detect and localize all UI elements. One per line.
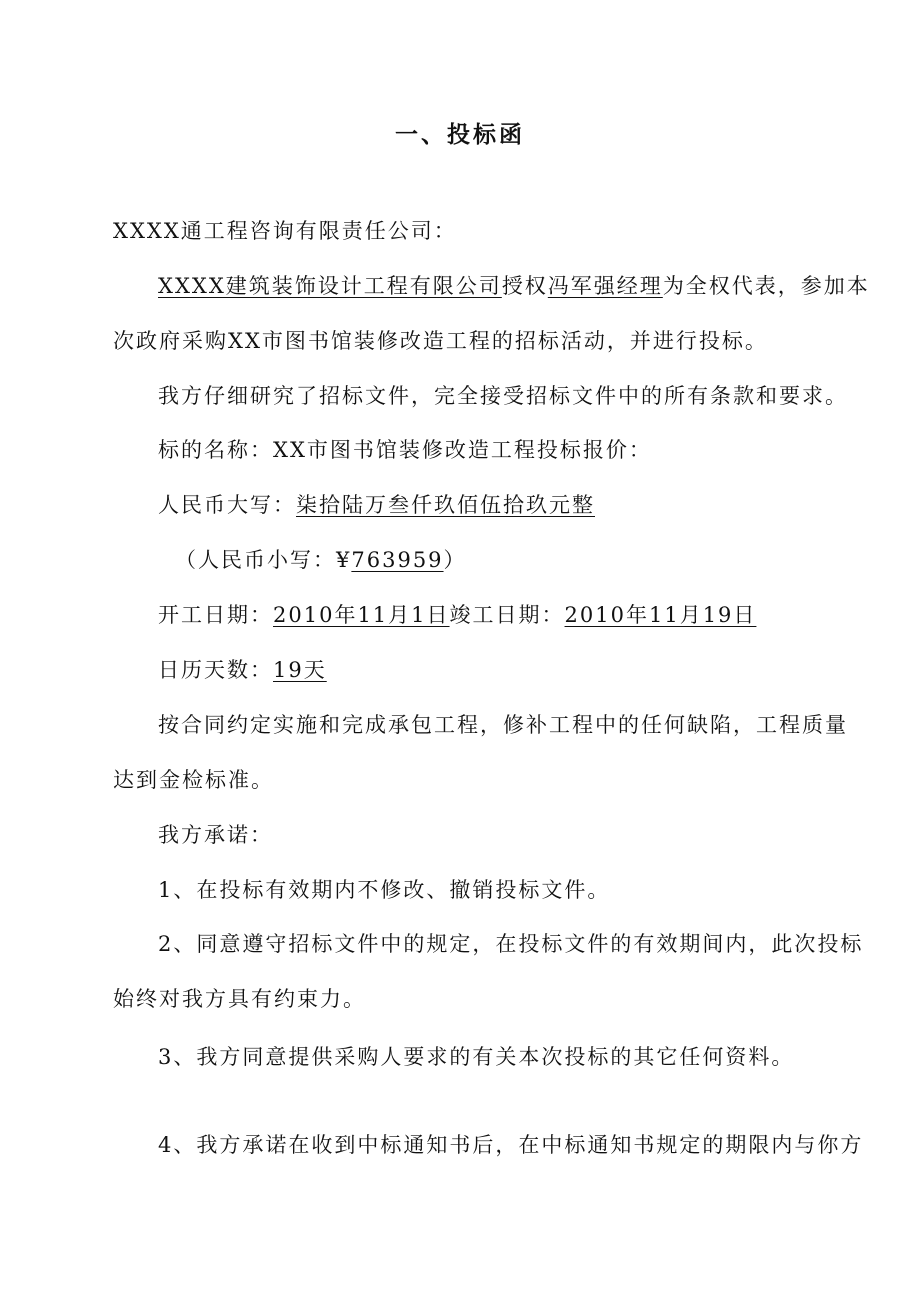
acceptance-paragraph: 我方仔细研究了招标文件，完全接受招标文件中的所有条款和要求。	[158, 384, 848, 408]
promise-2-line2: 始终对我方具有约束力。	[113, 987, 366, 1011]
promise-4-line1: 4、我方承诺在收到中标通知书后，在中标通知书规定的期限内与你方	[158, 1133, 864, 1157]
calendar-days-label: 日历天数：	[158, 658, 273, 682]
rmb-lowercase-prefix: （人民币小写：	[175, 548, 336, 572]
rmb-lowercase-suffix: ）	[443, 548, 467, 572]
contract-paragraph-line1: 按合同约定实施和完成承包工程，修补工程中的任何缺陷，工程质量	[158, 713, 848, 737]
rmb-lowercase-row	[175, 546, 467, 574]
start-date-label: 开工日期：	[158, 603, 273, 627]
dates-row	[158, 601, 756, 629]
promise-3: 3、我方同意提供采购人要求的有关本次投标的其它任何资料。	[158, 1045, 795, 1069]
rmb-uppercase-label: 人民币大写：	[158, 493, 296, 517]
rmb-uppercase-value: 柒拾陆万叁仟玖佰伍拾玖元整	[296, 493, 595, 517]
bid-name: 标的名称：XX市图书馆装修改造工程投标报价：	[158, 438, 652, 462]
end-date-label: 竣工日期：	[449, 603, 565, 627]
promise-1: 1、在投标有效期内不修改、撤销投标文件。	[158, 878, 611, 902]
representative-name: 冯军强经理	[547, 274, 663, 298]
rmb-lowercase-value: 763959	[351, 548, 444, 572]
page-title: 一、投标函	[395, 121, 525, 148]
authorization-paragraph-line1	[158, 272, 870, 300]
authorization-paragraph-line2: 次政府采购XX市图书馆装修改造工程的招标活动，并进行投标。	[113, 329, 768, 353]
authorize-text: 授权	[501, 274, 548, 298]
authorization-rest: 为全权代表，参加本	[662, 274, 870, 298]
end-date-value: 2010年11月19日	[564, 603, 757, 627]
addressee: XXXX通工程咨询有限责任公司：	[113, 219, 457, 243]
bidder-company: XXXX建筑装饰设计工程有限公司	[158, 274, 502, 298]
calendar-days-value: 19天	[273, 658, 327, 682]
contract-paragraph-line2: 达到金检标准。	[113, 768, 274, 792]
start-date-value: 2010年11月1日	[273, 603, 450, 627]
rmb-uppercase-row	[158, 491, 595, 519]
promise-2-line1: 2、同意遵守招标文件中的规定，在投标文件的有效期间内，此次投标	[158, 932, 864, 956]
currency-symbol: ¥	[336, 548, 352, 572]
promise-heading: 我方承诺：	[158, 823, 273, 847]
calendar-days-row	[158, 656, 327, 684]
